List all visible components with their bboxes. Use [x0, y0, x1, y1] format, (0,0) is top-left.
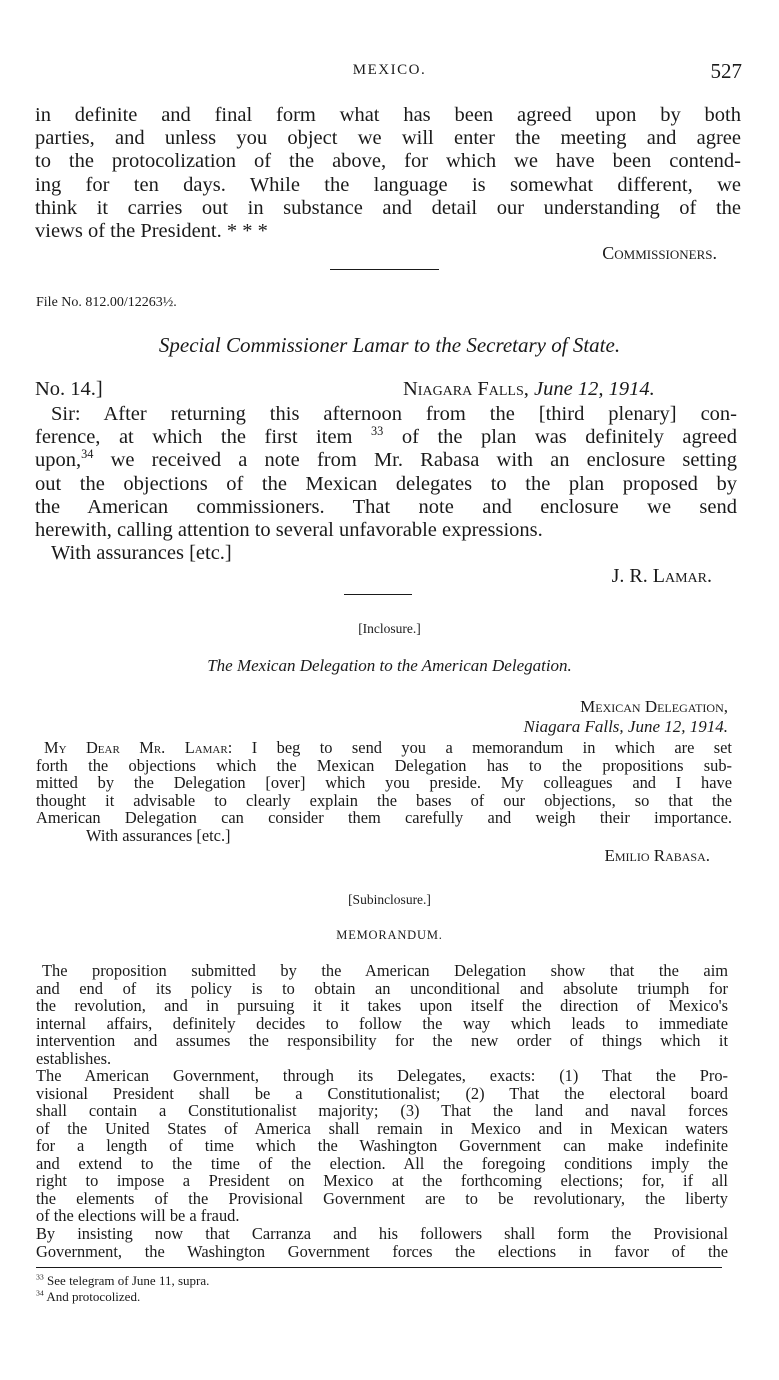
memorandum-title: MEMORANDUM. — [336, 928, 443, 942]
inclosure-label: [Inclosure.] — [358, 621, 421, 636]
rabasa-signature: Emilio Rabasa. — [604, 846, 710, 865]
divider — [330, 269, 439, 270]
dispatch-number: No. 14.] — [35, 378, 103, 400]
text-line: shall contain a Constitutionalist majority; (3) That the land and naval forces — [36, 1101, 728, 1120]
text-line: Government, the Washington Government forces the elections in favor of the — [36, 1241, 728, 1261]
page-number: 527 — [710, 59, 742, 83]
text-line: of the elections will be a fraud. — [36, 1206, 240, 1225]
text-line: American Delegation can consider them carefully and weigh their importance. — [36, 808, 732, 827]
dispatch-body — [35, 403, 737, 565]
lamar-signature: J. R. Lamar. — [611, 565, 712, 587]
text-line: internal affairs, definitely decides to follow the way which leads to immediate — [36, 1013, 728, 1033]
text-line: parties, and unless you object we will enter the meeting and agree — [35, 127, 741, 150]
divider — [344, 594, 412, 595]
text-line: The American Government, through its Delegates, exacts: (1) That the Pro- — [36, 1066, 728, 1085]
text-line: With assurances [etc.] — [86, 825, 231, 845]
text-line: views of the President. * * * — [35, 220, 268, 243]
text-line: visional President shall be a Constitutionalist; (2) That the electoral board — [36, 1083, 728, 1103]
file-number: File No. 812.00/12263½. — [36, 295, 177, 310]
text-line: in definite and final form what has been agreed upon by both — [35, 104, 741, 126]
footnote-33 — [36, 1273, 209, 1289]
text-segment: ference, at which the first item — [35, 426, 353, 449]
text-line: and end of its policy is to obtain an unconditional and absolute triumph for — [36, 978, 728, 998]
text-line: the revolution, and in pursuing it it takes upon itself the direction of Mexico's — [36, 996, 728, 1015]
memorandum-paragraph-3 — [36, 1225, 728, 1260]
text-line: forth the objections which the Mexican Delegation has to the propositions sub- — [36, 755, 732, 775]
text-line: With assurances [etc.] — [51, 542, 232, 565]
text-line: to the protocolization of the above, for which we have been contend- — [35, 150, 741, 173]
text-line: of the United States of America shall remain in Mexico and in Mexican waters — [36, 1118, 728, 1138]
text-line: out the objections of the Mexican delegates to the plan proposed by — [35, 472, 737, 495]
text-line: establishes. — [36, 1048, 112, 1068]
commissioners-signature: Commissioners. — [602, 243, 717, 263]
subinclosure-label: [Subinclosure.] — [348, 892, 431, 907]
text-line: mitted by the Delegation [over] which you preside. My colleagues and I have — [36, 773, 732, 792]
text-line: The proposition submitted by the American Delegation show that the aim — [42, 961, 728, 980]
text-line: herewith, calling attention to several unfavorable expressions. — [35, 519, 543, 542]
text-line — [35, 426, 737, 449]
footnote-mark: 33 — [36, 1272, 44, 1282]
text-line: By insisting now that Carranza and his followers shall form the Provisional — [36, 1224, 728, 1243]
footnote-rule — [36, 1267, 722, 1268]
text-segment: of the plan was definitely agreed — [401, 426, 738, 449]
footnote-34 — [36, 1289, 140, 1305]
running-title: MEXICO. — [352, 62, 427, 78]
inclosure-from: Mexican Delegation, — [580, 697, 728, 716]
text-line: for a length of time which the Washington Government can make indefinite — [36, 1136, 728, 1155]
footnote-mark: 34 — [36, 1288, 44, 1298]
text-line: intervention and assumes the responsibility for the new order of things which it — [36, 1031, 728, 1050]
text-segment: I beg to send you a memorandum in which are set — [251, 738, 732, 757]
text-segment: we received a note from Mr. Rabasa with an enclosure setting — [110, 449, 737, 472]
footnote-text: And protocolized. — [46, 1289, 141, 1304]
footnote-ref-34: 34 — [81, 447, 94, 462]
text-line: the American commissioners. That note and enclosure we send — [35, 495, 737, 518]
text-line: think it carries out in substance and detail our understanding of the — [35, 196, 741, 219]
text-line: Sir: After returning this afternoon from the [third plenary] con- — [51, 403, 737, 425]
text-line: the elements of the Provisional Government are to be revolutionary, the liberty — [36, 1188, 728, 1208]
salutation: My Dear Mr. Lamar: — [44, 738, 233, 757]
document-title: Special Commissioner Lamar to the Secretary of State. — [158, 333, 621, 357]
telegram-end-text — [35, 104, 741, 243]
footnote-ref-33: 33 — [371, 424, 384, 439]
memorandum-paragraph-2 — [36, 1067, 728, 1225]
dispatch-place: Niagara Falls, — [403, 378, 529, 400]
memorandum-paragraph-1 — [36, 962, 728, 1067]
text-line: right to impose a President on Mexico at the forthcoming elections; for, if all — [36, 1171, 728, 1190]
dispatch-dateline — [403, 378, 655, 401]
text-line: thought it advisable to clearly explain the bases of our objections, so that the — [36, 790, 732, 810]
inclosure-title: The Mexican Delegation to the American Delegation. — [207, 656, 572, 675]
dispatch-date: June 12, 1914. — [534, 378, 655, 400]
text-segment: upon, — [35, 449, 82, 472]
text-line: and extend to the time of the election. All the foregoing conditions imply the — [36, 1153, 728, 1173]
text-line — [36, 739, 732, 757]
text-line: ing for ten days. While the language is somewhat different, we — [35, 173, 741, 196]
inclosure-place-date: Niagara Falls, June 12, 1914. — [523, 717, 728, 736]
inclosure-body — [36, 739, 732, 844]
text-line — [35, 449, 737, 472]
footnote-text: See telegram of June 11, supra. — [47, 1273, 210, 1288]
